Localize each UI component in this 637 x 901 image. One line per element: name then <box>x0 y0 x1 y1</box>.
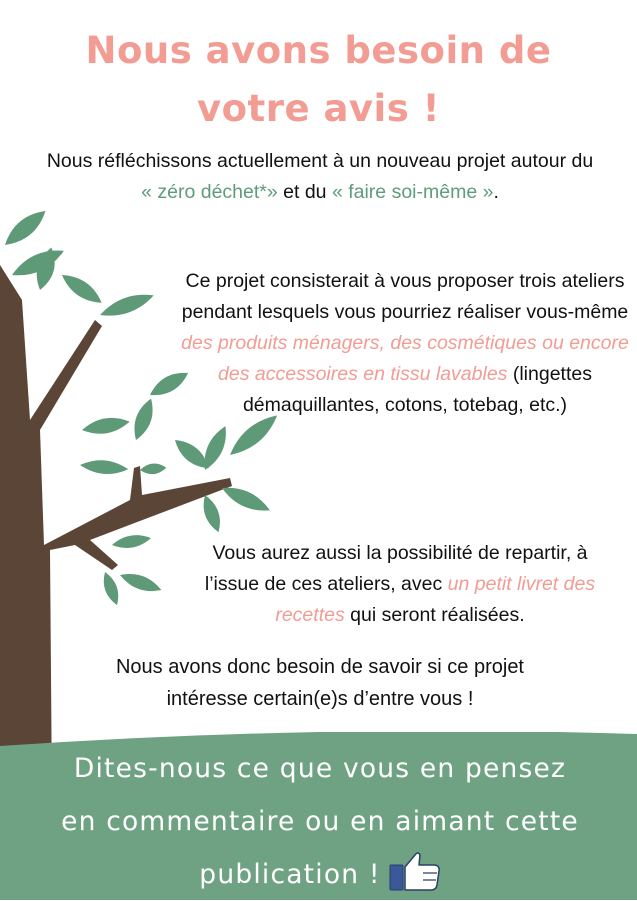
need-line-2: intéresse certain(e)s d’entre vous ! <box>166 688 474 710</box>
booklet-highlight: un petit livret des recettes <box>275 573 596 626</box>
intro-paragraph <box>40 146 600 208</box>
booklet-paragraph <box>190 538 610 631</box>
page-title <box>0 22 637 138</box>
cta-line-2: en commentaire ou en aimant cette <box>61 806 579 837</box>
cta-banner <box>20 742 620 901</box>
project-text-after: (lingettes démaquillantes, cotons, totebag, etc.) <box>242 363 592 416</box>
booklet-text-after: qui seront réalisées. <box>344 604 525 626</box>
cta-line-1: Dites-nous ce que vous en pensez <box>73 753 567 784</box>
faire-soi-meme-highlight: « faire soi-même » <box>331 181 494 203</box>
thumbs-up-icon <box>389 851 441 891</box>
booklet-text-before: Vous aurez aussi la possibilité de repartir, à l’issue de ces ateliers, avec <box>204 542 588 595</box>
title-line-1: Nous avons besoin de <box>85 29 552 72</box>
need-paragraph <box>70 651 570 715</box>
products-highlight: des produits ménagers, des cosmétiques ou encore des accessoires en tissu lavables <box>181 332 629 385</box>
cta-line-3-row <box>20 848 620 901</box>
project-paragraph <box>175 266 635 421</box>
intro-text-after: . <box>493 181 499 203</box>
title-line-2: votre avis ! <box>197 87 440 130</box>
zero-dechet-highlight: « zéro déchet*» <box>141 181 278 203</box>
cta-line-3: publication ! <box>199 859 381 890</box>
intro-text-before: Nous réfléchissons actuellement à un nouveau projet autour du <box>46 150 594 172</box>
need-line-1: Nous avons donc besoin de savoir si ce projet <box>115 656 524 678</box>
intro-text-middle: et du <box>277 181 332 203</box>
project-text-before: Ce projet consisterait à vous proposer trois ateliers pendant lesquels vous pourriez réaliser vous-même <box>181 270 629 323</box>
